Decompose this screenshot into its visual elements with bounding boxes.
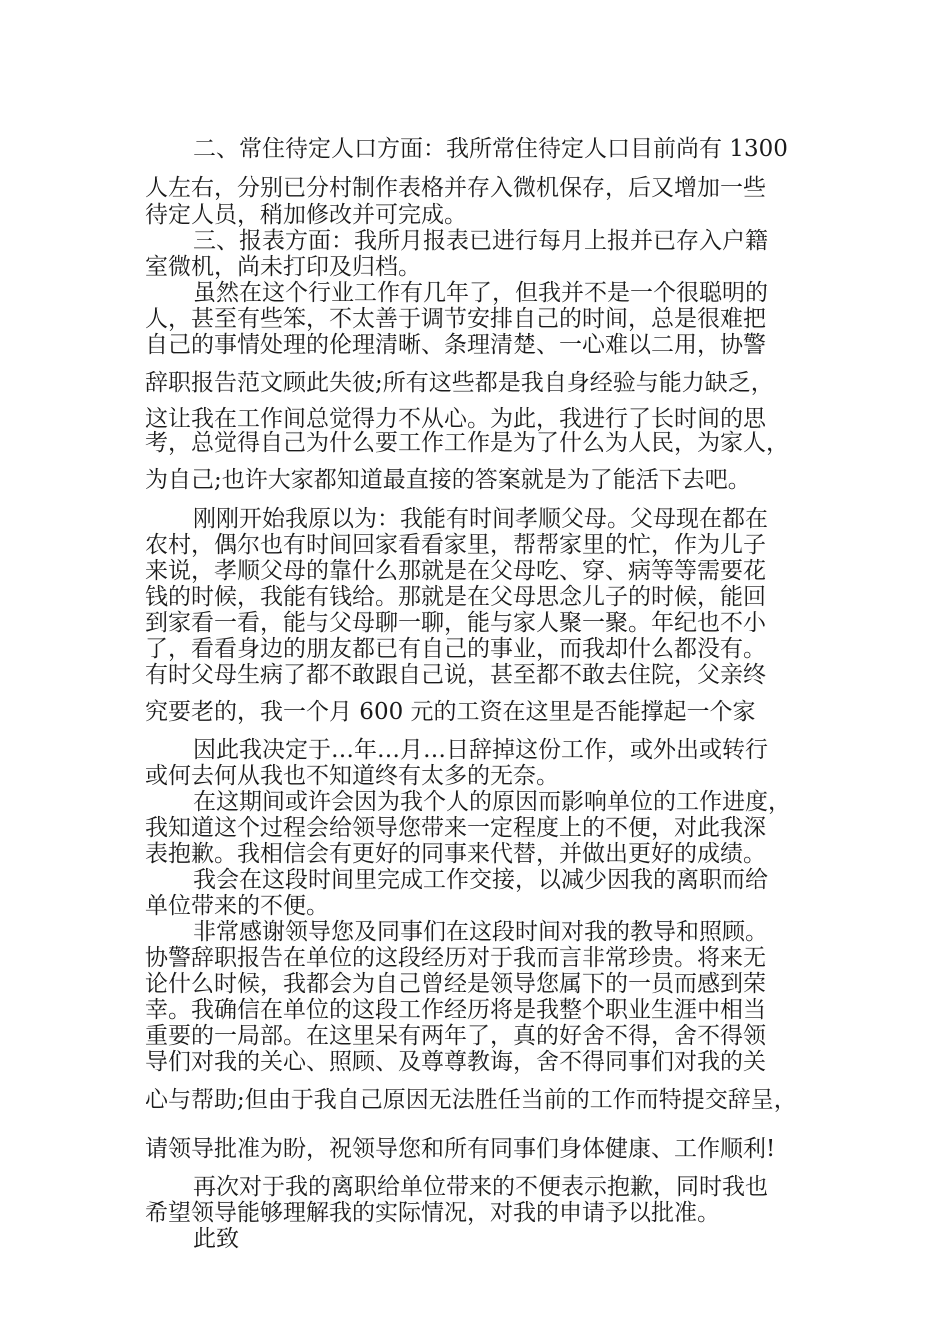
text-line: 在这期间或许会因为我个人的原因而影响单位的工作进度， [193, 789, 791, 815]
text-line: 究要老的，我一个月 600 元的工资在这里是否能撑起一个家 [145, 699, 756, 725]
text-line: 我知道这个过程会给领导您带来一定程度上的不便，对此我深 [145, 815, 766, 841]
text-line: 钱的时候，我能有钱给。那就是在父母思念儿子的时候，能回 [145, 584, 766, 610]
text-line: 我会在这段时间里完成工作交接，以减少因我的离职而给 [193, 867, 768, 893]
text-line: 刚刚开始我原以为：我能有时间孝顺父母。父母现在都在 [193, 506, 768, 532]
text-line: 室微机，尚未打印及归档。 [145, 254, 421, 280]
text-line: 人，甚至有些笨，不太善于调节安排自己的时间，总是很难把 [145, 306, 766, 332]
text-line: 单位带来的不便。 [145, 893, 329, 919]
text-line: 再次对于我的离职给单位带来的不便表示抱歉，同时我也 [193, 1174, 768, 1200]
text-line: 自己的事情处理的伦理清晰、条理清楚、一心难以二用，协警 [145, 332, 766, 358]
text-line: 辞职报告范文顾此失彼;所有这些都是我自身经验与能力缺乏， [145, 370, 774, 396]
text-line: 协警辞职报告在单位的这段经历对于我而言非常珍贵。将来无 [145, 945, 766, 971]
text-line: 虽然在这个行业工作有几年了，但我并不是一个很聪明的 [193, 280, 768, 306]
text-line: 考，总觉得自己为什么要工作工作是为了什么为人民，为家人， [145, 430, 789, 456]
text-line: 人左右，分别已分村制作表格并存入微机保存，后又增加一些 [145, 175, 766, 201]
text-line: 因此我决定于…年…月…日辞掉这份工作，或外出或转行 [193, 737, 768, 763]
text-line: 心与帮助;但由于我自己原因无法胜任当前的工作而特提交辞呈， [145, 1087, 797, 1113]
text-line: 有时父母生病了都不敢跟自己说，甚至都不敢去住院，父亲终 [145, 662, 766, 688]
text-line: 幸。我确信在单位的这段工作经历将是我整个职业生涯中相当 [145, 997, 766, 1023]
text-line: 或何去何从我也不知道终有太多的无奈。 [145, 763, 559, 789]
text-line: 农村，偶尔也有时间回家看看家里，帮帮家里的忙，作为儿子 [145, 532, 766, 558]
text-line: 希望领导能够理解我的实际情况，对我的申请予以批准。 [145, 1200, 720, 1226]
text-line: 这让我在工作间总觉得力不从心。为此，我进行了长时间的思 [145, 406, 766, 432]
text-line: 此致 [193, 1226, 239, 1252]
text-line: 二、常住待定人口方面：我所常住待定人口目前尚有 1300 [193, 136, 788, 162]
text-line: 导们对我的关心、照顾、及尊尊教诲，舍不得同事们对我的关 [145, 1049, 766, 1075]
text-line: 为自己;也许大家都知道最直接的答案就是为了能活下去吧。 [145, 467, 751, 493]
text-line: 论什么时候，我都会为自己曾经是领导您属下的一员而感到荣 [145, 971, 766, 997]
text-line: 三、报表方面：我所月报表已进行每月上报并已存入户籍 [193, 228, 768, 254]
text-line: 待定人员，稍加修改并可完成。 [145, 202, 467, 228]
text-line: 重要的一局部。在这里呆有两年了，真的好舍不得，舍不得领 [145, 1023, 766, 1049]
text-line: 来说，孝顺父母的靠什么那就是在父母吃、穿、病等等需要花 [145, 558, 766, 584]
text-line: 了，看看身边的朋友都已有自己的事业，而我却什么都没有。 [145, 636, 766, 662]
text-line: 到家看一看，能与父母聊一聊，能与家人聚一聚。年纪也不小 [145, 610, 766, 636]
text-line: 表抱歉。我相信会有更好的同事来代替，并做出更好的成绩。 [145, 841, 766, 867]
text-line: 非常感谢领导您及同事们在这段时间对我的教导和照顾。 [193, 919, 768, 945]
text-line: 请领导批准为盼，祝领导您和所有同事们身体健康、工作顺利! [145, 1136, 776, 1162]
